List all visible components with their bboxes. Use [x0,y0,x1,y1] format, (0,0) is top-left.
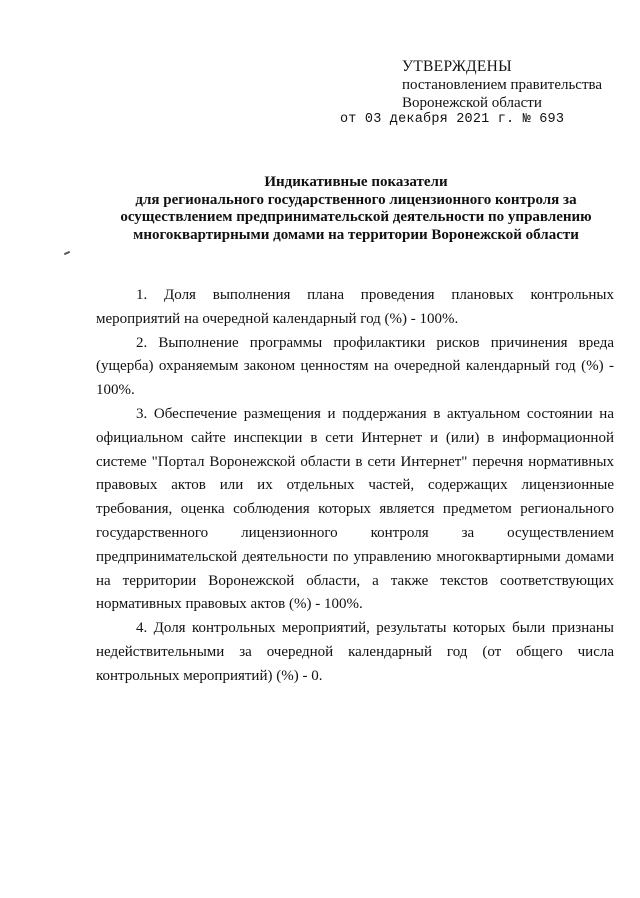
document-title [96,174,616,244]
approved-line-1: постановлением правительства [402,77,603,93]
indicator-item-4: 4. Доля контрольных мероприятий, результаты которых были признаны недействительными за очередной календарный год (от общего числа контрольных мероприятий) (%) - 0. [96,620,614,684]
indicator-item-2: 2. Выполнение программы профилактики рисков причинения вреда (ущерба) охраняемым законом ценностям на очередной календарный год (%) - 100%. [96,334,614,399]
title-line-2: для регионального государственного лицензионного контроля за [135,191,577,208]
title-line-3: осуществлением предпринимательской деятельности по управлению [120,209,592,226]
decree-date-line: от 03 декабря 2021 г. № 693 [340,112,565,127]
approved-title: УТВЕРЖДЕНЫ [402,58,512,75]
indicators-list [96,284,614,689]
stray-mark [64,251,70,255]
title-line-1: Индикативные показатели [264,174,448,190]
approved-line-2: Воронежской области [402,95,542,111]
indicator-item-3: 3. Обеспечение размещения и поддержания в актуальном состоянии на официальном сайте инспекции в сети Интернет и (или) в информационной системе "Портал Воронежской области в сети Интернет" перечня нормативных правовых актов или их отдельных частей, содержащих лицензионные требования, оценка соблюдения которых является предметом регионального государственного лицензионного контроля за осуществлением предпринимательской деятельности по управлению многоквартирными домами на территории Воронежской области, а также текстов соответствующих нормативных правовых актов (%) - 100%. [96,405,614,613]
approval-stamp [402,58,602,112]
title-line-4: многоквартирными домами на территории Воронежской области [133,226,579,243]
indicator-item-1: 1. Доля выполнения плана проведения плановых контрольных мероприятий на очередной календарный год (%) - 100%. [96,287,614,327]
